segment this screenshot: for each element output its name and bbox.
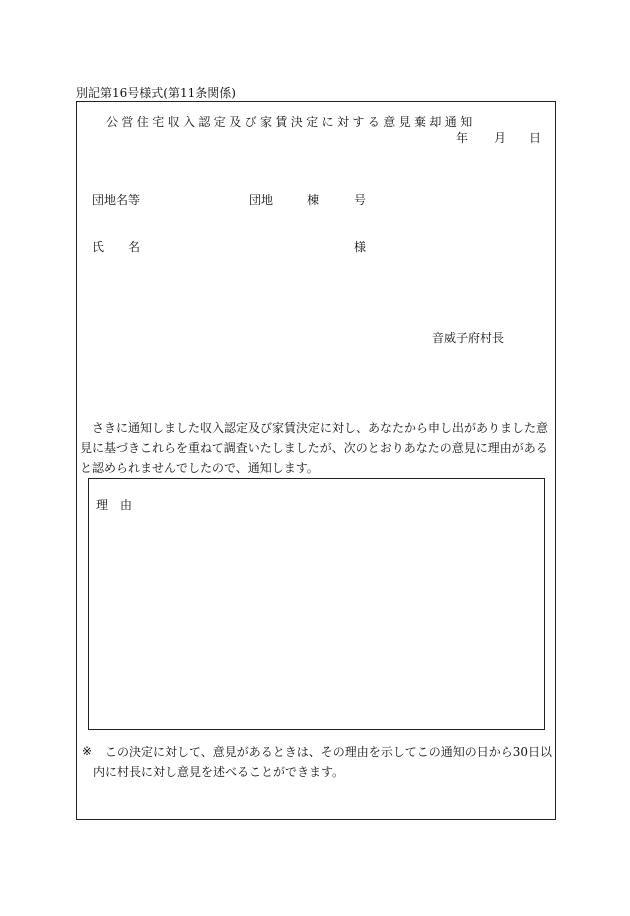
date-year: 年	[456, 131, 469, 145]
danchi-name-label: 団地名等	[92, 193, 141, 207]
honorific-label: 様	[354, 240, 367, 254]
issuer-name: 音威子府村長	[432, 331, 505, 345]
danchi-label: 団地	[249, 193, 274, 207]
reason-box	[88, 478, 545, 730]
note-mark: ※	[82, 744, 93, 758]
date-day: 日	[529, 131, 542, 145]
room-number-label: 号	[354, 193, 367, 207]
reason-label: 理 由	[96, 498, 133, 512]
building-label: 棟	[307, 193, 320, 207]
form-label: 別記第16号様式(第11条関係)	[76, 86, 236, 100]
body-paragraph: さきに通知しました収入認定及び家賃決定に対し、あなたから申し出がありました意見に基づきこれらを重ねて調査いたしましたが、次のとおりあなたの意見に理由があると認められませんでしたので、通知します。	[80, 421, 549, 475]
note-text: この決定に対して、意見があるときは、その理由を示してこの通知の日から30日以内に村長に対し意見を述べることができます。	[93, 745, 553, 779]
document-title: 公営住宅収入認定及び家賃決定に対する意見棄却通知	[106, 115, 476, 129]
date-month: 月	[494, 131, 507, 145]
name-label: 氏 名	[92, 240, 141, 254]
